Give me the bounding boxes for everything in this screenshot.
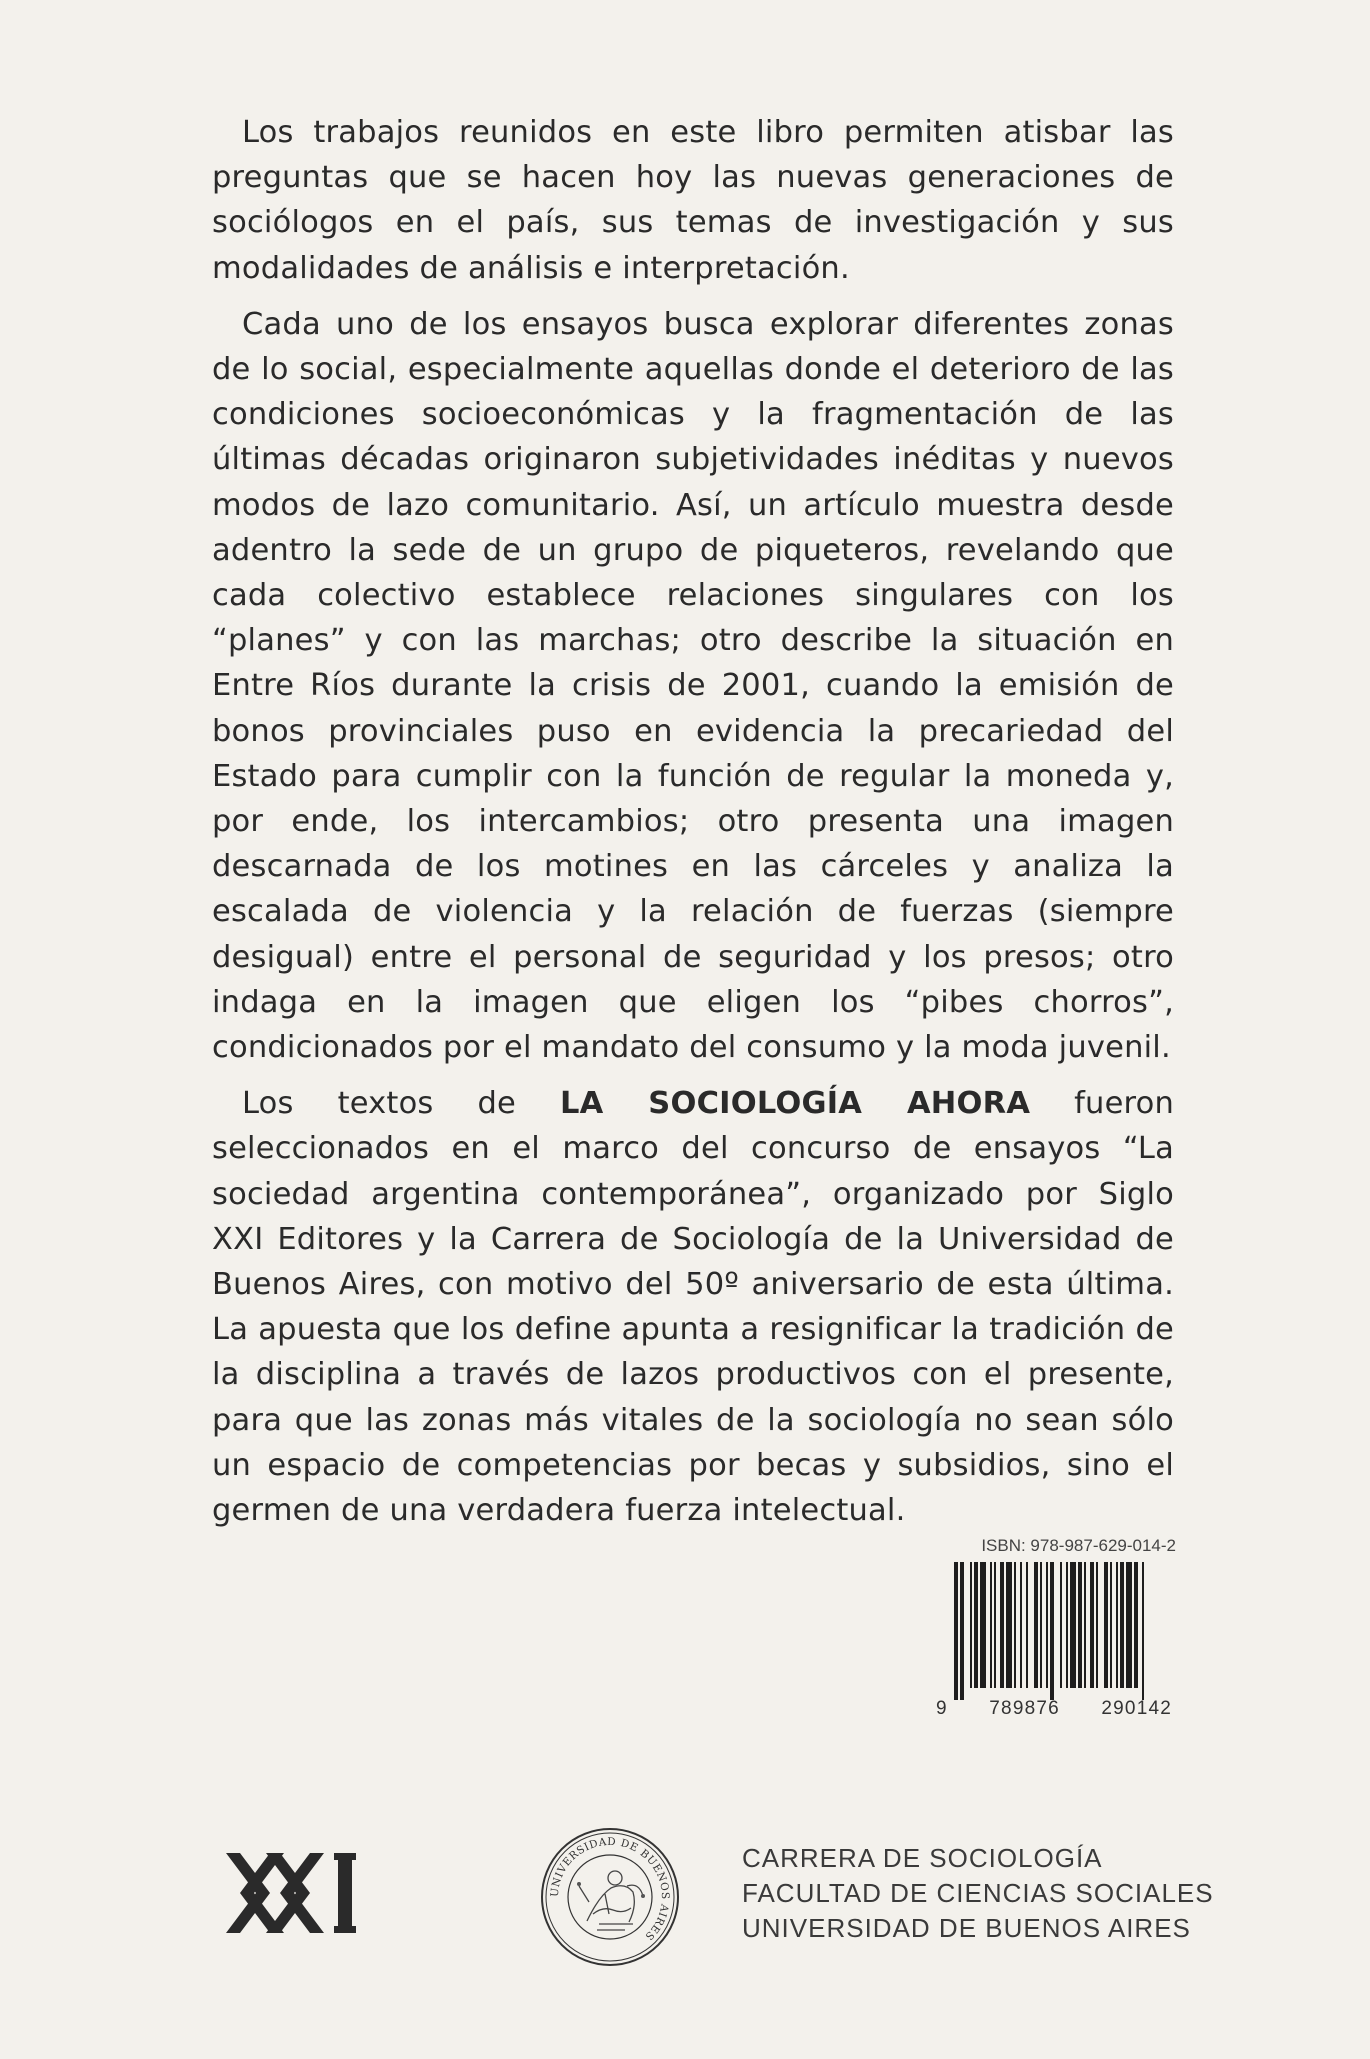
barcode-icon (932, 1562, 1176, 1700)
uba-seal-icon (539, 1826, 681, 1972)
isbn-label: ISBN: 978-987-629-014-2 (981, 1536, 1176, 1555)
barcode-digits-group1: 789876 (989, 1698, 1060, 1719)
barcode-digits-group2: 290142 (1101, 1698, 1172, 1719)
barcode-digits (932, 1698, 1176, 1720)
paragraph-text: Los trabajos reunidos en este libro permiten atisbar las preguntas que se hacen hoy las nuevas generaciones de sociólogos en el país, sus temas de investigación y sus modalidades de análisis e interpretación. (212, 115, 1174, 286)
paragraph-1 (212, 110, 1174, 291)
barcode-digit-first: 9 (936, 1698, 948, 1719)
paragraph-3 (212, 1081, 1174, 1533)
back-cover-text (212, 110, 1174, 1544)
faculty-block (742, 1841, 1214, 1946)
paragraph-2 (212, 302, 1174, 1070)
faculty-line-3: UNIVERSIDAD DE BUENOS AIRES (742, 1913, 1191, 1943)
faculty-line-2: FACULTAD DE CIENCIAS SOCIALES (742, 1878, 1214, 1908)
paragraph-text: Los textos de (242, 1086, 560, 1122)
paragraph-text: Cada uno de los ensayos busca explorar diferentes zonas de lo social, especialmente aquellas donde el deterioro de las condiciones socioeconómicas y la fragmentación de las últimas décadas originaron subjetividades inéditas y nuevos modos de lazo comunitario. Así, un artículo muestra desde adentro la sede de un grupo de piqueteros, revelando que cada colectivo establece relaciones singulares con los “planes” y con las marchas; otro describe la situación en Entre Ríos durante la crisis de 2001, cuando la emisión de bonos provinciales puso en evidencia la precariedad del Estado para cumplir con la función de regular la moneda y, por ende, los intercambios; otro presenta una imagen descarnada de los motines en las cárceles y analiza la escalada de violencia y la relación de fuerzas (siempre desigual) entre el personal de seguridad y los presos; otro indaga en la imagen que eligen los “pibes chorros”, condicionados por el mandato del consumo y la moda juvenil. (212, 306, 1174, 1066)
xxi-logo-icon (226, 1853, 360, 1937)
faculty-line-1: CARRERA DE SOCIOLOGÍA (742, 1843, 1103, 1873)
svg-text:UNIVERSIDAD DE BUENOS AIRES: UNIVERSIDAD DE BUENOS AIRES (548, 1835, 672, 1943)
paragraph-text: fueron seleccionados en el marco del concurso de ensayos “La sociedad argentina contemporánea”, organizado por Siglo XXI Editores y la Carrera de Sociología de la Universidad de Buenos Aires, con motivo del 50º aniversario de esta última. La apuesta que los define apunta a resignificar la tradición de la disciplina a través de lazos productivos con el presente, para que las zonas más vitales de la sociología no sean sólo un espacio de competencias por becas y subsidios, sino el germen de una verdadera fuerza intelectual. (212, 1086, 1175, 1529)
book-title: LA SOCIOLOGÍA AHORA (559, 1086, 1031, 1122)
isbn-block (932, 1536, 1176, 1720)
